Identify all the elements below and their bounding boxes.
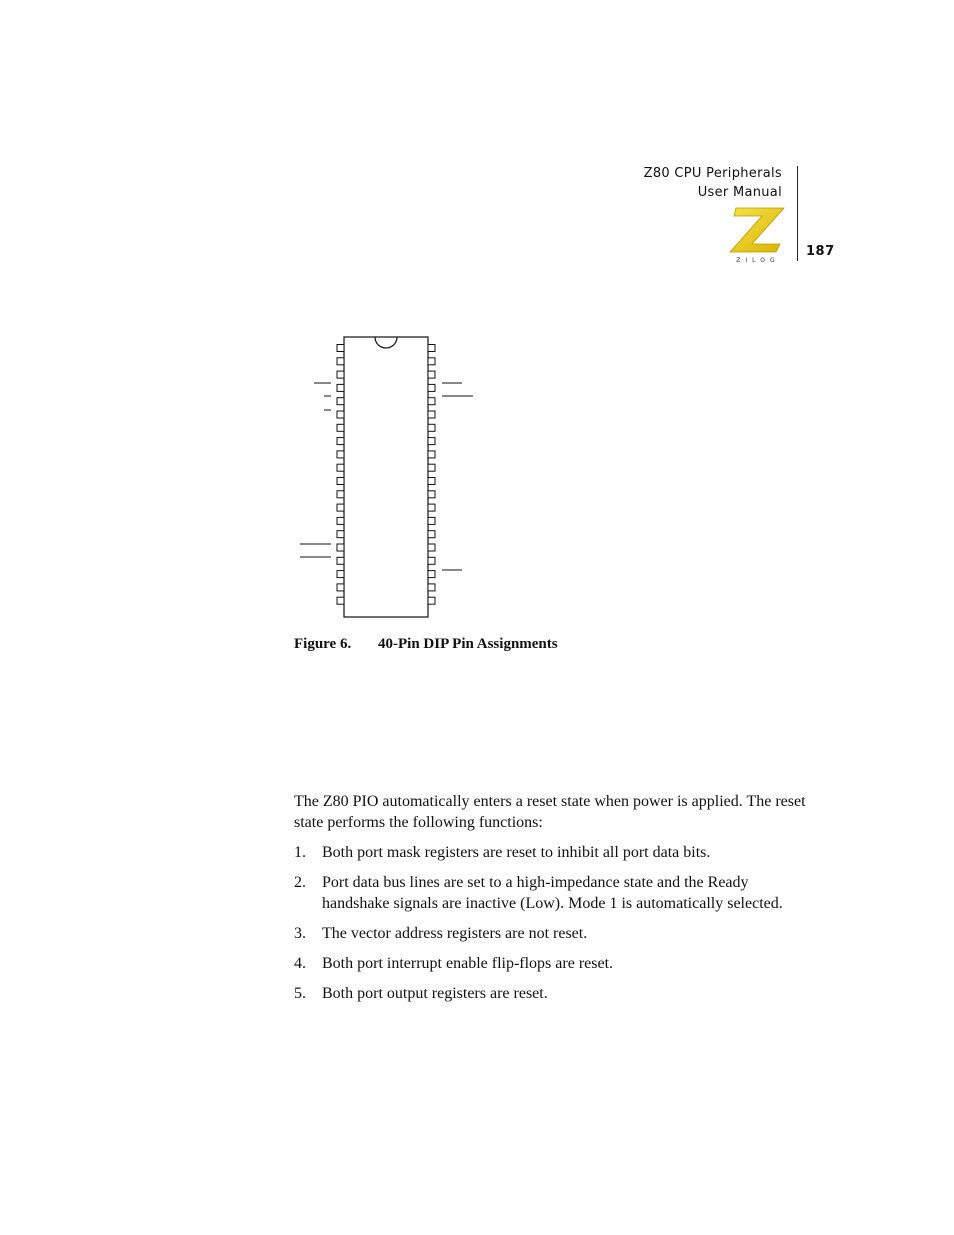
list-item: [294, 842, 814, 863]
list-marker: 5.: [294, 985, 306, 1002]
pin-right: [428, 597, 435, 604]
header-divider: [797, 166, 798, 261]
figure-label: Figure 6.: [294, 636, 352, 652]
figure-caption: [294, 636, 558, 653]
pin-right: [428, 384, 435, 391]
pin-left: [337, 504, 344, 511]
pin-right: [428, 358, 435, 365]
pin-right: [428, 424, 435, 431]
pin-right: [428, 371, 435, 378]
list-item: [294, 983, 814, 1004]
figure-title: 40-Pin DIP Pin Assignments: [378, 636, 558, 652]
manual-title-line2: User Manual: [697, 185, 782, 200]
list-item-text: Both port mask registers are reset to inhibit all port data bits.: [322, 844, 711, 861]
list-item-text: Port data bus lines are set to a high-impedance state and the Ready handshake signals are inactive (Low). Mode 1 is automatically selected.: [322, 874, 783, 912]
list-item-text: Both port interrupt enable flip-flops are reset.: [322, 955, 614, 972]
pin-left: [337, 424, 344, 431]
pin-right: [428, 531, 435, 538]
list-marker: 1.: [294, 844, 306, 861]
pin-left: [337, 464, 344, 471]
list-item: [294, 923, 814, 944]
list-marker: 4.: [294, 955, 306, 972]
list-marker: 3.: [294, 925, 306, 942]
list-marker: 2.: [294, 874, 306, 891]
pin-right: [428, 451, 435, 458]
page-number: 187: [806, 244, 835, 259]
pin-left: [337, 438, 344, 445]
pin-left: [337, 398, 344, 405]
chip-body: [344, 337, 428, 617]
svg-text:ZILOG: ZILOG: [736, 257, 780, 264]
pin-right: [428, 571, 435, 578]
reset-functions-list: [294, 842, 814, 1013]
manual-title-line1: Z80 CPU Peripherals: [643, 166, 782, 181]
pin-right: [428, 584, 435, 591]
pin-left: [337, 411, 344, 418]
pin-right: [428, 345, 435, 352]
pin-left: [337, 584, 344, 591]
pin-left: [337, 345, 344, 352]
pin-right: [428, 411, 435, 418]
pin-left: [337, 478, 344, 485]
pin-right: [428, 544, 435, 551]
pin-right: [428, 491, 435, 498]
pin-left: [337, 544, 344, 551]
pin-left: [337, 597, 344, 604]
list-item-text: Both port output registers are reset.: [322, 985, 548, 1002]
pin-left: [337, 371, 344, 378]
pin-left: [337, 358, 344, 365]
zilog-logo-icon: [728, 204, 788, 264]
pin-left: [337, 491, 344, 498]
pin-left: [337, 517, 344, 524]
list-item-text: The vector address registers are not reset.: [322, 925, 588, 942]
reset-intro-paragraph: The Z80 PIO automatically enters a reset state when power is applied. The reset state performs the following functions:: [294, 793, 806, 831]
pin-left: [337, 531, 344, 538]
dip-pin-diagram: [290, 330, 490, 620]
pin-right: [428, 398, 435, 405]
pin-left: [337, 384, 344, 391]
pin-right: [428, 438, 435, 445]
pin-left: [337, 557, 344, 564]
pin-right: [428, 478, 435, 485]
list-item: [294, 953, 814, 974]
pin-left: [337, 571, 344, 578]
pin-right: [428, 557, 435, 564]
pin-right: [428, 464, 435, 471]
pin-left: [337, 451, 344, 458]
pin-right: [428, 504, 435, 511]
list-item: [294, 872, 814, 914]
pin-right: [428, 517, 435, 524]
